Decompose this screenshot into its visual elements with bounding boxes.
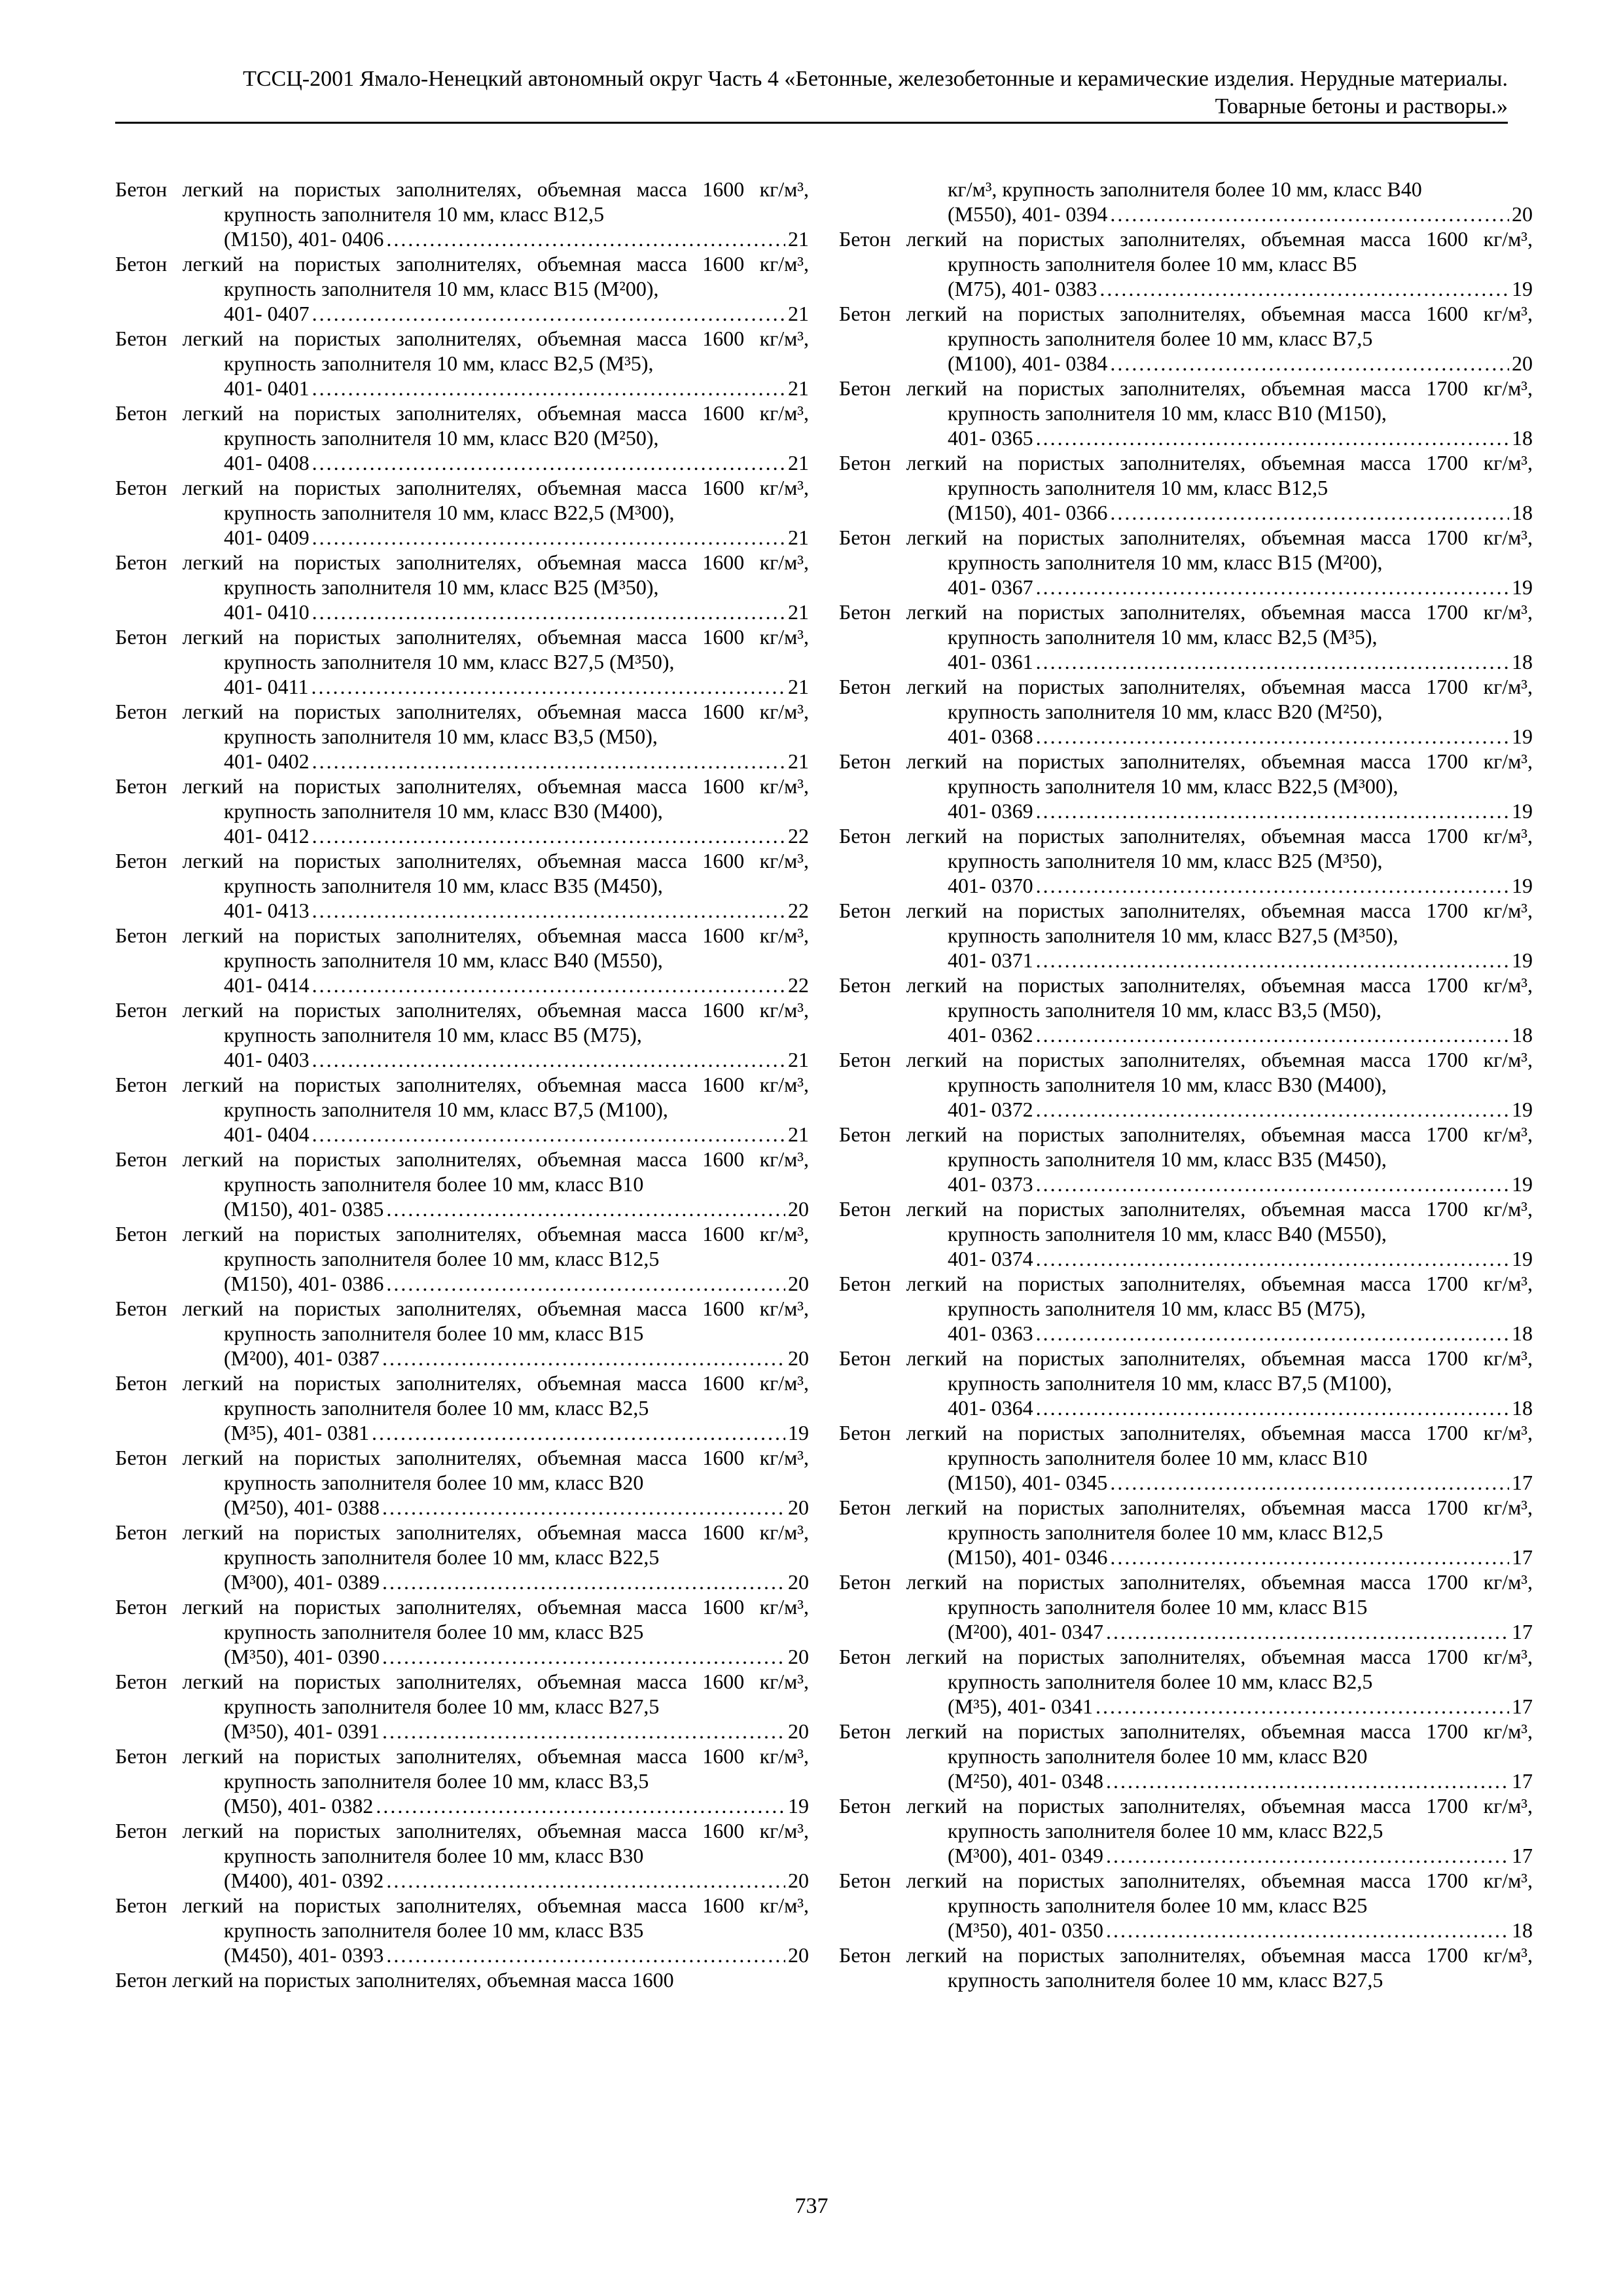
index-entry-page: 21 (788, 749, 809, 773)
index-entry-text: Бетон легкий на пористых заполнителях, объемная масса 1600 кг/м³, крупность заполнителя 10 мм, класс В5 (М75), (115, 998, 809, 1047)
dot-leader (382, 1495, 785, 1520)
index-entry-page: 21 (788, 451, 809, 475)
dot-leader (1106, 1768, 1509, 1793)
dot-leader (1106, 1918, 1509, 1943)
index-entry-text: Бетон легкий на пористых заполнителях, объемная масса 1700 кг/м³, крупность заполнителя более 10 мм, класс В27,5 (839, 1943, 1533, 1992)
index-entry-page: 17 (1512, 1769, 1533, 1793)
index-entry-page: 20 (788, 1570, 809, 1594)
dot-leader (376, 1793, 785, 1818)
index-entry-code: (М150), 401- 0385 (224, 1197, 384, 1221)
index-entry-text: Бетон легкий на пористых заполнителях, объемная масса 1600 кг/м³, крупность заполнителя 10 мм, класс В2,5 (М³5), (115, 327, 809, 375)
index-entry-text: Бетон легкий на пористых заполнителях, объемная масса 1600 кг/м³, крупность заполнителя более 10 мм, класс В5 (839, 227, 1533, 276)
dot-leader (386, 1868, 785, 1893)
index-entry-page: 21 (788, 1122, 809, 1146)
dot-leader (312, 1047, 785, 1072)
dot-leader (386, 1271, 785, 1296)
index-entry-page: 18 (1512, 426, 1533, 450)
index-entry (839, 749, 1533, 823)
index-entry-reference (948, 575, 1533, 600)
index-entry-text: Бетон легкий на пористых заполнителях, объемная масса 1700 кг/м³, крупность заполнителя 10 мм, класс В25 (М³50), (839, 824, 1533, 872)
dot-leader (1036, 873, 1509, 898)
index-entry-page: 21 (788, 227, 809, 251)
index-entry-page: 19 (1512, 1247, 1533, 1270)
index-entry-reference (224, 1793, 809, 1818)
dot-leader (311, 674, 785, 699)
index-entry-text: Бетон легкий на пористых заполнителях, объемная масса 1600 кг/м³, крупность заполнителя более 10 мм, класс В22,5 (115, 1520, 809, 1569)
dot-leader (386, 1943, 785, 1967)
dot-leader (372, 1420, 785, 1445)
index-entry-page: 18 (1512, 1023, 1533, 1047)
index-entry-text: Бетон легкий на пористых заполнителях, объемная масса 1700 кг/м³, крупность заполнителя более 10 мм, класс В2,5 (839, 1645, 1533, 1693)
index-entry (115, 326, 809, 401)
index-entry-page: 21 (788, 526, 809, 549)
index-entry-text: Бетон легкий на пористых заполнителях, объемная масса 1600 кг/м³, крупность заполнителя более 10 мм, класс В30 (115, 1819, 809, 1867)
index-entry (839, 898, 1533, 973)
index-entry (115, 1296, 809, 1371)
dot-leader (1110, 351, 1509, 376)
index-entry-page: 20 (788, 1272, 809, 1295)
index-entry-page: 20 (788, 1943, 809, 1967)
dot-leader (382, 1719, 785, 1744)
index-entry-reference (224, 898, 809, 923)
index-entry-page: 21 (788, 675, 809, 698)
index-entry-page: 22 (788, 824, 809, 848)
index-entry-code: 401- 0372 (948, 1098, 1033, 1121)
dot-leader (1036, 1321, 1509, 1346)
index-entry-code: 401- 0409 (224, 526, 310, 549)
index-entry-page: 18 (1512, 1321, 1533, 1345)
index-entry-text: Бетон легкий на пористых заполнителях, объемная масса 1600 кг/м³, крупность заполнителя более 10 мм, класс В35 (115, 1893, 809, 1942)
index-entry-reference (224, 525, 809, 550)
index-entry-reference (224, 973, 809, 997)
index-entry (839, 1122, 1533, 1196)
index-entry-code: 401- 0363 (948, 1321, 1033, 1345)
index-entry-code: 401- 0370 (948, 874, 1033, 897)
index-entry (839, 1644, 1533, 1719)
index-entry (115, 774, 809, 848)
index-entry (115, 1520, 809, 1594)
index-entry-reference (948, 351, 1533, 376)
index-entry-reference (224, 1271, 809, 1296)
dot-leader (312, 301, 785, 326)
index-entry-text: Бетон легкий на пористых заполнителях, объемная масса 1700 кг/м³, крупность заполнителя 10 мм, класс В40 (М550), (839, 1197, 1533, 1246)
index-entry-page: 20 (788, 1346, 809, 1370)
index-entry-reference (948, 1097, 1533, 1122)
header-line-1: ТССЦ-2001 Ямало-Ненецкий автономный округ Часть 4 «Бетонные, железобетонные и керамические изделия. Нерудные материалы. (243, 67, 1508, 91)
index-entry-text: Бетон легкий на пористых заполнителях, объемная масса 1700 кг/м³, крупность заполнителя 10 мм, класс В12,5 (839, 451, 1533, 499)
index-entry-code: (М150), 401- 0346 (948, 1545, 1108, 1569)
index-entry-code: 401- 0403 (224, 1048, 310, 1071)
index-entry (115, 1818, 809, 1893)
index-entry-text: Бетон легкий на пористых заполнителях, объемная масса 1600 кг/м³, крупность заполнителя более 10 мм, класс В10 (115, 1147, 809, 1196)
dot-leader (382, 1570, 785, 1594)
index-entry-reference (224, 1570, 809, 1594)
index-entry-page: 21 (788, 376, 809, 400)
index-entry (115, 251, 809, 326)
dot-leader (1036, 425, 1509, 450)
index-entry-text: Бетон легкий на пористых заполнителях, объемная масса 1700 кг/м³, крупность заполнителя более 10 мм, класс В12,5 (839, 1496, 1533, 1544)
index-entry (115, 1147, 809, 1221)
index-entry-text: Бетон легкий на пористых заполнителях, объемная масса 1600 кг/м³, крупность заполнителя более 10 мм, класс В25 (115, 1595, 809, 1643)
index-entry (115, 177, 809, 251)
index-entry-page: 19 (1512, 725, 1533, 748)
dot-leader (1110, 202, 1509, 226)
dot-leader (1110, 1545, 1509, 1570)
index-entry-text: Бетон легкий на пористых заполнителях, объемная масса 1600 кг/м³, крупность заполнителя 10 мм, класс В35 (М450), (115, 849, 809, 897)
index-entry-page: 20 (788, 1645, 809, 1668)
dot-leader (1036, 948, 1509, 973)
index-entry-page: 17 (1512, 1844, 1533, 1867)
index-entry-text: Бетон легкий на пористых заполнителях, объемная масса 1600 кг/м³, крупность заполнителя более 10 мм, класс В20 (115, 1446, 809, 1494)
index-entry-page: 20 (788, 1719, 809, 1743)
header-line-2: Товарные бетоны и растворы.» (1215, 94, 1508, 118)
index-entry (839, 1196, 1533, 1271)
index-entry-text: Бетон легкий на пористых заполнителях, объемная масса 1700 кг/м³, крупность заполнителя 10 мм, класс В2,5 (М³5), (839, 600, 1533, 649)
index-entry-text: Бетон легкий на пористых заполнителях, объемная масса 1700 кг/м³, крупность заполнителя более 10 мм, класс В15 (839, 1570, 1533, 1619)
index-column-right (839, 177, 1533, 1992)
index-entry (839, 1495, 1533, 1570)
index-entry-page: 19 (1512, 948, 1533, 972)
index-entry-code: (М150), 401- 0366 (948, 501, 1108, 524)
index-entry-reference (948, 649, 1533, 674)
index-entry (839, 600, 1533, 674)
index-entry-page: 21 (788, 302, 809, 325)
index-entry-code: (М550), 401- 0394 (948, 202, 1108, 226)
index-entry-text: Бетон легкий на пористых заполнителях, объемная масса 1700 кг/м³, крупность заполнителя 10 мм, класс В7,5 (М100), (839, 1346, 1533, 1395)
index-entry (115, 997, 809, 1072)
index-entry-reference (948, 1694, 1533, 1719)
index-entry-code: (М³00), 401- 0349 (948, 1844, 1104, 1867)
dot-leader (1036, 1246, 1509, 1271)
index-entry-page: 19 (1512, 874, 1533, 897)
index-entry (115, 624, 809, 699)
index-entry-page: 19 (1512, 1172, 1533, 1196)
index-entry-text: Бетон легкий на пористых заполнителях, объемная масса 1700 кг/м³, крупность заполнителя 10 мм, класс В30 (М400), (839, 1048, 1533, 1096)
dot-leader (312, 1122, 785, 1147)
index-entry-reference (948, 1470, 1533, 1495)
index-entry-reference (224, 749, 809, 774)
index-entry-code: 401- 0411 (224, 675, 309, 698)
index-entry-code: 401- 0414 (224, 973, 310, 997)
index-entry-reference (948, 724, 1533, 749)
index-entry (115, 550, 809, 624)
index-entry (839, 525, 1533, 600)
dot-leader (1036, 1172, 1509, 1196)
index-entry (839, 1570, 1533, 1644)
header-rule (115, 122, 1508, 124)
dot-leader (382, 1644, 785, 1669)
dot-leader (312, 376, 785, 401)
index-entry-code: 401- 0369 (948, 799, 1033, 823)
index-entry-page: 19 (1512, 277, 1533, 300)
index-entry-reference (224, 823, 809, 848)
dot-leader (386, 1196, 785, 1221)
index-entry-code: 401- 0402 (224, 749, 310, 773)
dot-leader (1096, 1694, 1509, 1719)
index-entry-reference (948, 1022, 1533, 1047)
index-entry-code: 401- 0374 (948, 1247, 1033, 1270)
index-entry-reference (224, 674, 809, 699)
index-entry-text: Бетон легкий на пористых заполнителях, объемная масса 1600 кг/м³, крупность заполнителя 10 мм, класс В22,5 (М³00), (115, 476, 809, 524)
index-entry-text: Бетон легкий на пористых заполнителях, объемная масса 1600 кг/м³, крупность заполнителя 10 мм, класс В12,5 (115, 177, 809, 226)
index-entry-reference (948, 1918, 1533, 1943)
dot-leader (1036, 1097, 1509, 1122)
index-entry-reference (224, 1196, 809, 1221)
index-entry-reference (948, 873, 1533, 898)
index-entry-code: (М³00), 401- 0389 (224, 1570, 380, 1594)
dot-leader (1110, 1470, 1509, 1495)
dot-leader (1106, 1843, 1509, 1868)
index-entry-reference (224, 376, 809, 401)
index-entry-code: 401- 0404 (224, 1122, 310, 1146)
index-entry-reference (948, 1321, 1533, 1346)
index-entry-text: Бетон легкий на пористых заполнителях, объемная масса 1600 кг/м³, крупность заполнителя более 10 мм, класс В27,5 (115, 1670, 809, 1718)
index-entry-text: Бетон легкий на пористых заполнителях, объемная масса 1600 кг/м³, крупность заполнителя 10 мм, класс В27,5 (М³50), (115, 625, 809, 673)
index-entry-text: Бетон легкий на пористых заполнителях, объемная масса 1700 кг/м³, крупность заполнителя 10 мм, класс В5 (М75), (839, 1272, 1533, 1320)
index-entry-code: 401- 0364 (948, 1396, 1033, 1420)
index-entry (115, 1445, 809, 1520)
index-entry (115, 475, 809, 550)
index-entry (115, 1893, 809, 1967)
dot-leader (1036, 649, 1509, 674)
index-entry (839, 1719, 1533, 1793)
index-entry-text: Бетон легкий на пористых заполнителях, объемная масса 1600 кг/м³, крупность заполнителя более 10 мм, класс В15 (115, 1297, 809, 1345)
index-entry-text: Бетон легкий на пористых заполнителях, объемная масса 1600 (115, 1968, 674, 1992)
index-entry (839, 226, 1533, 301)
index-entry-text: Бетон легкий на пористых заполнителях, объемная масса 1700 кг/м³, крупность заполнителя 10 мм, класс В15 (М²00), (839, 526, 1533, 574)
index-entry (839, 1047, 1533, 1122)
index-entry-text: Бетон легкий на пористых заполнителях, объемная масса 1700 кг/м³, крупность заполнителя более 10 мм, класс В10 (839, 1421, 1533, 1469)
index-entry-code: (М²50), 401- 0348 (948, 1769, 1104, 1793)
index-entry-code: 401- 0361 (948, 650, 1033, 673)
index-entry-page: 20 (1512, 351, 1533, 375)
index-entry-reference (224, 1943, 809, 1967)
index-entry-text: Бетон легкий на пористых заполнителях, объемная масса 1700 кг/м³, крупность заполнителя более 10 мм, класс В22,5 (839, 1794, 1533, 1842)
index-entry-code: 401- 0365 (948, 426, 1033, 450)
index-entry-reference (948, 425, 1533, 450)
dot-leader (312, 450, 785, 475)
index-entry (839, 973, 1533, 1047)
index-entry (839, 1793, 1533, 1868)
index-entry-reference (948, 276, 1533, 301)
index-entry (839, 1271, 1533, 1346)
index-entry-text: Бетон легкий на пористых заполнителях, объемная масса 1600 кг/м³, крупность заполнителя более 10 мм, класс В7,5 (839, 302, 1533, 350)
index-entry (839, 1943, 1533, 1992)
index-entry-code: (М50), 401- 0382 (224, 1794, 374, 1818)
dot-leader (1036, 575, 1509, 600)
index-entry-page: 19 (1512, 575, 1533, 599)
index-entry-code: (М³5), 401- 0341 (948, 1695, 1094, 1718)
index-entry-text: Бетон легкий на пористых заполнителях, объемная масса 1600 кг/м³, крупность заполнителя 10 мм, класс В7,5 (М100), (115, 1073, 809, 1121)
index-entry-page: 17 (1512, 1471, 1533, 1494)
index-entry-page: 19 (788, 1421, 809, 1444)
dot-leader (312, 898, 785, 923)
index-entry (839, 1420, 1533, 1495)
index-entry-page: 22 (788, 899, 809, 922)
index-entry-code: (М100), 401- 0384 (948, 351, 1108, 375)
index-entry-text: Бетон легкий на пористых заполнителях, объемная масса 1700 кг/м³, крупность заполнителя 10 мм, класс В20 (М²50), (839, 675, 1533, 723)
index-entry-page: 18 (1512, 501, 1533, 524)
index-entry (115, 848, 809, 923)
dot-leader (312, 973, 785, 997)
index-entry-text: Бетон легкий на пористых заполнителях, объемная масса 1600 кг/м³, крупность заполнителя 10 мм, класс В20 (М²50), (115, 401, 809, 450)
index-entry-page: 19 (788, 1794, 809, 1818)
page-number: 737 (794, 2194, 829, 2218)
index-entry-text: Бетон легкий на пористых заполнителях, объемная масса 1700 кг/м³, крупность заполнителя 10 мм, класс В10 (М150), (839, 376, 1533, 425)
index-entry-page: 18 (1512, 1396, 1533, 1420)
index-entry-page: 21 (788, 1048, 809, 1071)
index-entry-code: (М150), 401- 0406 (224, 227, 384, 251)
dot-leader (1099, 276, 1509, 301)
index-entry-reference (224, 1346, 809, 1371)
dot-leader (1036, 724, 1509, 749)
index-entry (115, 1967, 809, 1992)
index-entry-reference (224, 1719, 809, 1744)
index-entry-page: 20 (788, 1869, 809, 1892)
dot-leader (1036, 1022, 1509, 1047)
index-entry-reference (948, 1395, 1533, 1420)
index-entry-code: 401- 0410 (224, 600, 310, 624)
index-entry-code: (М³50), 401- 0391 (224, 1719, 380, 1743)
index-entry-reference (224, 226, 809, 251)
index-entry-code: (М³50), 401- 0350 (948, 1918, 1104, 1942)
index-entry-reference (948, 1768, 1533, 1793)
index-entry-code: (М²00), 401- 0347 (948, 1620, 1104, 1643)
index-entry (839, 674, 1533, 749)
index-entry-code: (М³5), 401- 0381 (224, 1421, 370, 1444)
index-entry-code: 401- 0412 (224, 824, 310, 848)
index-entry-code: (М²50), 401- 0388 (224, 1496, 380, 1519)
index-entry-text: Бетон легкий на пористых заполнителях, объемная масса 1700 кг/м³, крупность заполнителя 10 мм, класс В27,5 (М³50), (839, 899, 1533, 947)
index-entry-page: 19 (1512, 799, 1533, 823)
index-entry-code: (М150), 401- 0386 (224, 1272, 384, 1295)
index-entry-reference (948, 1545, 1533, 1570)
index-entry (115, 1669, 809, 1744)
index-entry-page: 17 (1512, 1620, 1533, 1643)
index-entry-reference (948, 948, 1533, 973)
index-entry-reference (224, 1047, 809, 1072)
index-entry (839, 823, 1533, 898)
index-entry-code: (М³50), 401- 0390 (224, 1645, 380, 1668)
index-entry-page: 22 (788, 973, 809, 997)
index-entry-reference (948, 1246, 1533, 1271)
index-entry-reference (948, 500, 1533, 525)
index-entry-text: Бетон легкий на пористых заполнителях, объемная масса 1600 кг/м³, крупность заполнителя более 10 мм, класс В2,5 (115, 1371, 809, 1420)
index-entry-text: Бетон легкий на пористых заполнителях, объемная масса 1600 кг/м³, крупность заполнителя 10 мм, класс В15 (М²00), (115, 252, 809, 300)
dot-leader (1110, 500, 1509, 525)
dot-leader (382, 1346, 785, 1371)
index-entry-code: 401- 0401 (224, 376, 310, 400)
index-entry-code: (М²00), 401- 0387 (224, 1346, 380, 1370)
index-entry-code: 401- 0371 (948, 948, 1033, 972)
index-entry-code: 401- 0413 (224, 899, 310, 922)
dot-leader (1036, 798, 1509, 823)
index-entry-text: Бетон легкий на пористых заполнителях, объемная масса 1700 кг/м³, крупность заполнителя 10 мм, класс В22,5 (М³00), (839, 749, 1533, 798)
index-entry-code: 401- 0367 (948, 575, 1033, 599)
index-entry-text: кг/м³, крупность заполнителя более 10 мм, класс В40 (948, 177, 1422, 201)
index-entry (115, 1594, 809, 1669)
index-entry (115, 1371, 809, 1445)
index-entry-page: 21 (788, 600, 809, 624)
index-entry-page: 20 (788, 1496, 809, 1519)
index-entry-code: (М450), 401- 0393 (224, 1943, 384, 1967)
index-entry-reference (224, 301, 809, 326)
index-entry-text: Бетон легкий на пористых заполнителях, объемная масса 1600 кг/м³, крупность заполнителя более 10 мм, класс В12,5 (115, 1222, 809, 1270)
index-entry-code: 401- 0407 (224, 302, 310, 325)
index-entry-code: 401- 0408 (224, 451, 310, 475)
dot-leader (312, 749, 785, 774)
index-entry-text: Бетон легкий на пористых заполнителях, объемная масса 1600 кг/м³, крупность заполнителя более 10 мм, класс В3,5 (115, 1744, 809, 1793)
index-entry-reference (224, 1420, 809, 1445)
index-entry-page: 20 (1512, 202, 1533, 226)
index-entry-page: 19 (1512, 1098, 1533, 1121)
index-entry-text: Бетон легкий на пористых заполнителях, объемная масса 1700 кг/м³, крупность заполнителя 10 мм, класс В35 (М450), (839, 1122, 1533, 1171)
index-entry-reference (224, 600, 809, 624)
index-entry (839, 301, 1533, 376)
index-entry-page: 18 (1512, 1918, 1533, 1942)
index-entry-page: 18 (1512, 650, 1533, 673)
index-entry-reference (948, 1172, 1533, 1196)
dot-leader (1106, 1619, 1509, 1644)
index-entry-text: Бетон легкий на пористых заполнителях, объемная масса 1700 кг/м³, крупность заполнителя 10 мм, класс В3,5 (М50), (839, 973, 1533, 1022)
index-entry-text: Бетон легкий на пористых заполнителях, объемная масса 1700 кг/м³, крупность заполнителя более 10 мм, класс В20 (839, 1719, 1533, 1768)
index-entry-text: Бетон легкий на пористых заполнителях, объемная масса 1600 кг/м³, крупность заполнителя 10 мм, класс В30 (М400), (115, 774, 809, 823)
index-entry-code: 401- 0373 (948, 1172, 1033, 1196)
index-entry (115, 923, 809, 997)
index-entry-code: 401- 0368 (948, 725, 1033, 748)
index-entry (115, 401, 809, 475)
index-entry-reference (948, 1619, 1533, 1644)
index-entry-reference (224, 1868, 809, 1893)
index-entry-reference (948, 1843, 1533, 1868)
index-entry (839, 177, 1533, 226)
dot-leader (1036, 1395, 1509, 1420)
dot-leader (312, 823, 785, 848)
index-entry-page: 17 (1512, 1545, 1533, 1569)
index-entry-code: (М75), 401- 0383 (948, 277, 1097, 300)
index-entry-reference (224, 450, 809, 475)
index-entry-page: 17 (1512, 1695, 1533, 1718)
index-entry-reference (948, 798, 1533, 823)
index-entry (115, 1072, 809, 1147)
index-entry-text: Бетон легкий на пористых заполнителях, объемная масса 1600 кг/м³, крупность заполнителя 10 мм, класс В40 (М550), (115, 924, 809, 972)
index-entry (839, 1868, 1533, 1943)
index-column-left (115, 177, 809, 1992)
index-entry (839, 376, 1533, 450)
index-entry-code: (М400), 401- 0392 (224, 1869, 384, 1892)
dot-leader (312, 600, 785, 624)
index-entry-code: 401- 0362 (948, 1023, 1033, 1047)
index-entry (115, 1744, 809, 1818)
index-entry-reference (224, 1644, 809, 1669)
dot-leader (312, 525, 785, 550)
index-entry (839, 450, 1533, 525)
index-entry-text: Бетон легкий на пористых заполнителях, объемная масса 1600 кг/м³, крупность заполнителя 10 мм, класс В3,5 (М50), (115, 700, 809, 748)
index-entry-page: 20 (788, 1197, 809, 1221)
index-entry-reference (948, 202, 1533, 226)
index-entry (115, 1221, 809, 1296)
index-entry-reference (224, 1122, 809, 1147)
index-entry (839, 1346, 1533, 1420)
index-entry-text: Бетон легкий на пористых заполнителях, объемная масса 1600 кг/м³, крупность заполнителя 10 мм, класс В25 (М³50), (115, 550, 809, 599)
dot-leader (386, 226, 785, 251)
index-entry-text: Бетон легкий на пористых заполнителях, объемная масса 1700 кг/м³, крупность заполнителя более 10 мм, класс В25 (839, 1869, 1533, 1917)
index-entry-code: (М150), 401- 0345 (948, 1471, 1108, 1494)
index-entry (115, 699, 809, 774)
page-header (115, 65, 1508, 120)
index-entry-reference (224, 1495, 809, 1520)
